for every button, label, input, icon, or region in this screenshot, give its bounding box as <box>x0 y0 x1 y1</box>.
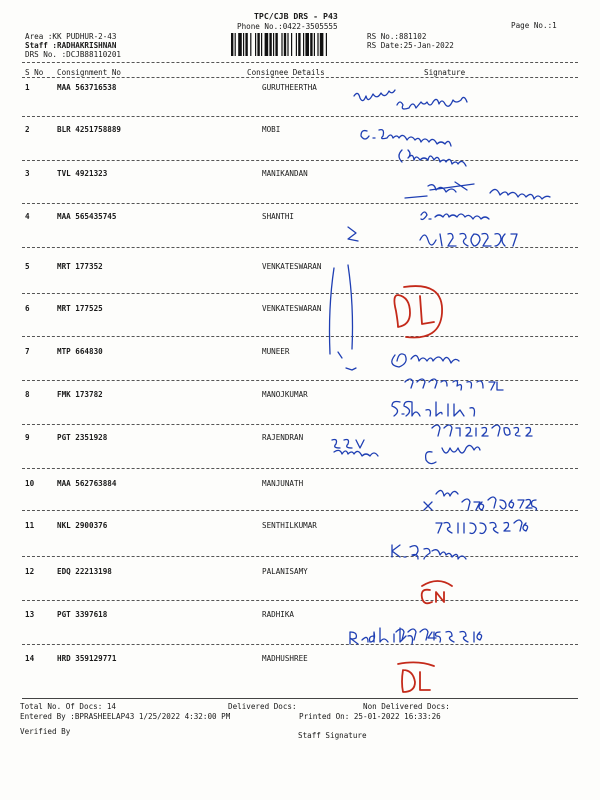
row-divider <box>22 247 578 248</box>
handwritten-signature-row10 <box>436 490 458 496</box>
handwritten-name-row4 <box>421 212 489 220</box>
handwritten-phone-row13 <box>396 629 482 642</box>
row-sno: 2 <box>25 125 30 134</box>
barcode-bar <box>275 33 277 56</box>
total-docs: Total No. Of Docs: 14 <box>20 702 117 711</box>
row-consignment-number: HRD 359129771 <box>57 654 117 663</box>
delivered-docs: Delivered Docs: <box>228 702 297 711</box>
row-divider <box>22 424 578 425</box>
drs-number: DRS No. :DCJB88110201 <box>25 50 122 59</box>
stamp-cn-row12 <box>422 590 444 604</box>
row-consignee-name: SENTHILKUMAR <box>262 521 317 530</box>
row-consignee-name: VENKATESWARAN <box>262 304 322 313</box>
rs-date: RS Date:25-Jan-2022 <box>367 41 454 50</box>
row-sno: 3 <box>25 169 30 178</box>
handwritten-phone-row10 <box>462 497 537 510</box>
row-consignee-name: MANOJKUMAR <box>262 390 308 399</box>
handwritten-signature-row9 <box>426 445 480 463</box>
barcode-bar <box>238 33 242 56</box>
printed-on: Printed On: 25-01-2022 16:33:26 <box>299 712 441 721</box>
barcode-bar <box>231 33 233 56</box>
handwritten-bracket-rows5-6 <box>330 265 353 354</box>
area-label: Area :KK PUDHUR-2-43 <box>25 32 117 41</box>
handwritten-name-row8 <box>392 402 475 417</box>
barcode-bar <box>284 33 286 56</box>
barcode-bar <box>305 33 309 56</box>
row-consignment-number: MAA 565435745 <box>57 212 117 221</box>
barcode <box>231 33 361 56</box>
row-divider <box>22 336 578 337</box>
handwritten-mark-row4 <box>348 227 358 241</box>
row-consignee-name: RADHIKA <box>262 610 295 619</box>
row-divider <box>22 160 578 161</box>
barcode-bar <box>298 33 300 56</box>
row-sno: 12 <box>25 567 35 576</box>
row-consignment-number: MRT 177525 <box>57 304 103 313</box>
row-consignment-number: MAA 563716538 <box>57 83 117 92</box>
stamp-dl-row5 <box>394 295 434 327</box>
row-divider <box>22 556 578 557</box>
row-consignee-name: MADHUSHREE <box>262 654 308 663</box>
row-divider <box>22 468 578 469</box>
barcode-bar <box>235 33 236 56</box>
row-consignment-number: NKL 2900376 <box>57 521 108 530</box>
row-sno: 11 <box>25 521 35 530</box>
row-divider <box>22 203 578 204</box>
staff-signature: Staff Signature <box>298 731 367 740</box>
column-header-signature: Signature <box>424 68 466 77</box>
row-consignee-name: SHANTHI <box>262 212 295 221</box>
row-sno: 6 <box>25 304 30 313</box>
barcode-bar <box>281 33 282 56</box>
handwritten-tick-row7 <box>338 352 356 370</box>
row-sno: 8 <box>25 390 30 399</box>
row-consignment-number: MTP 664830 <box>57 347 103 356</box>
barcode-bar <box>250 33 251 56</box>
handwritten-phone-row8 <box>432 425 532 436</box>
column-divider <box>22 77 578 78</box>
row-consignee-name: RAJENDRAN <box>262 433 304 442</box>
row-consignment-number: BLR 4251758889 <box>57 125 122 134</box>
handwritten-signature-row1 <box>354 90 395 101</box>
barcode-bar <box>291 33 292 56</box>
barcode-bar <box>314 33 315 56</box>
handwritten-note-row9 <box>332 440 378 457</box>
stamp-dl-row14 <box>402 670 430 692</box>
row-divider <box>22 116 578 117</box>
barcode-bar <box>303 33 304 56</box>
handwritten-phone-row4 <box>420 234 517 247</box>
row-sno: 14 <box>25 654 35 663</box>
barcode-bar <box>261 33 262 56</box>
handwritten-name-row13 <box>350 628 413 644</box>
row-consignment-number: MRT 177352 <box>57 262 103 271</box>
barcode-bar <box>257 33 259 56</box>
barcode-bar <box>326 33 327 56</box>
row-consignee-name: MUNEER <box>262 347 290 356</box>
staff-label: Staff :RADHAKRISHNAN <box>25 41 117 50</box>
stamp-arc-row12 <box>422 581 452 586</box>
row-sno: 4 <box>25 212 30 221</box>
handwritten-name-row2 <box>361 130 451 146</box>
row-consignee-name: PALANISAMY <box>262 567 308 576</box>
barcode-bar <box>245 33 247 56</box>
row-consignee-name: VENKATESWARAN <box>262 262 322 271</box>
row-sno: 1 <box>25 83 30 92</box>
barcode-bar <box>255 33 256 56</box>
document-title: TPC/CJB DRS - P43 <box>254 11 338 21</box>
non-delivered-docs: Non Delivered Docs: <box>363 702 450 711</box>
barcode-bar <box>269 33 271 56</box>
handwritten-strike-row3 <box>405 182 474 198</box>
barcode-bar <box>273 33 274 56</box>
column-header-sno: S No <box>25 68 44 77</box>
row-consignee-name: MOBI <box>262 125 281 134</box>
row-consignee-name: MANJUNATH <box>262 479 304 488</box>
row-consignment-number: MAA 562763884 <box>57 479 117 488</box>
handwritten-phone-row11 <box>436 520 528 534</box>
row-consignment-number: PGT 2351928 <box>57 433 108 442</box>
rs-number: RS No.:881102 <box>367 32 427 41</box>
handwritten-signature-row3 <box>490 189 550 199</box>
row-consignee-name: GURUTHEERTHA <box>262 83 317 92</box>
row-divider <box>22 380 578 381</box>
row-consignment-number: FMK 173782 <box>57 390 103 399</box>
entered-by: Entered By :BPRASHEELAP43 1/25/2022 4:32:00 PM <box>20 712 231 721</box>
handwritten-phone-row1 <box>397 97 467 109</box>
barcode-bar <box>320 33 324 56</box>
handwritten-address-row2 <box>399 150 466 166</box>
verified-by: Verified By <box>20 727 71 736</box>
handwritten-signature-row7 <box>392 354 459 367</box>
barcode-bar <box>296 33 297 56</box>
header-divider <box>22 62 578 63</box>
barcode-bar <box>265 33 269 56</box>
row-divider <box>22 600 578 601</box>
barcode-bar <box>317 33 318 56</box>
row-sno: 13 <box>25 610 35 619</box>
handwritten-mark-row10 <box>424 502 432 510</box>
column-header-consignee: Consignee Details <box>247 68 325 77</box>
row-sno: 9 <box>25 433 30 442</box>
row-consignee-name: MANIKANDAN <box>262 169 308 178</box>
barcode-bar <box>243 33 244 56</box>
stamp-arc-row14 <box>398 662 434 666</box>
row-consignment-number: TVL 4921323 <box>57 169 108 178</box>
row-divider <box>22 644 578 645</box>
column-header-consignment: Consignment No <box>57 68 122 77</box>
barcode-bar <box>287 33 288 56</box>
row-sno: 10 <box>25 479 35 488</box>
row-consignment-number: PGT 3397618 <box>57 610 108 619</box>
row-consignment-number: EDQ 22213198 <box>57 567 112 576</box>
row-sno: 5 <box>25 262 30 271</box>
row-divider <box>22 510 578 511</box>
footer-divider <box>22 698 578 699</box>
row-divider <box>22 293 578 294</box>
barcode-bar <box>310 33 312 56</box>
phone-number: Phone No.:0422-3505555 <box>237 22 338 31</box>
page-number: Page No.:1 <box>511 21 557 30</box>
row-sno: 7 <box>25 347 30 356</box>
